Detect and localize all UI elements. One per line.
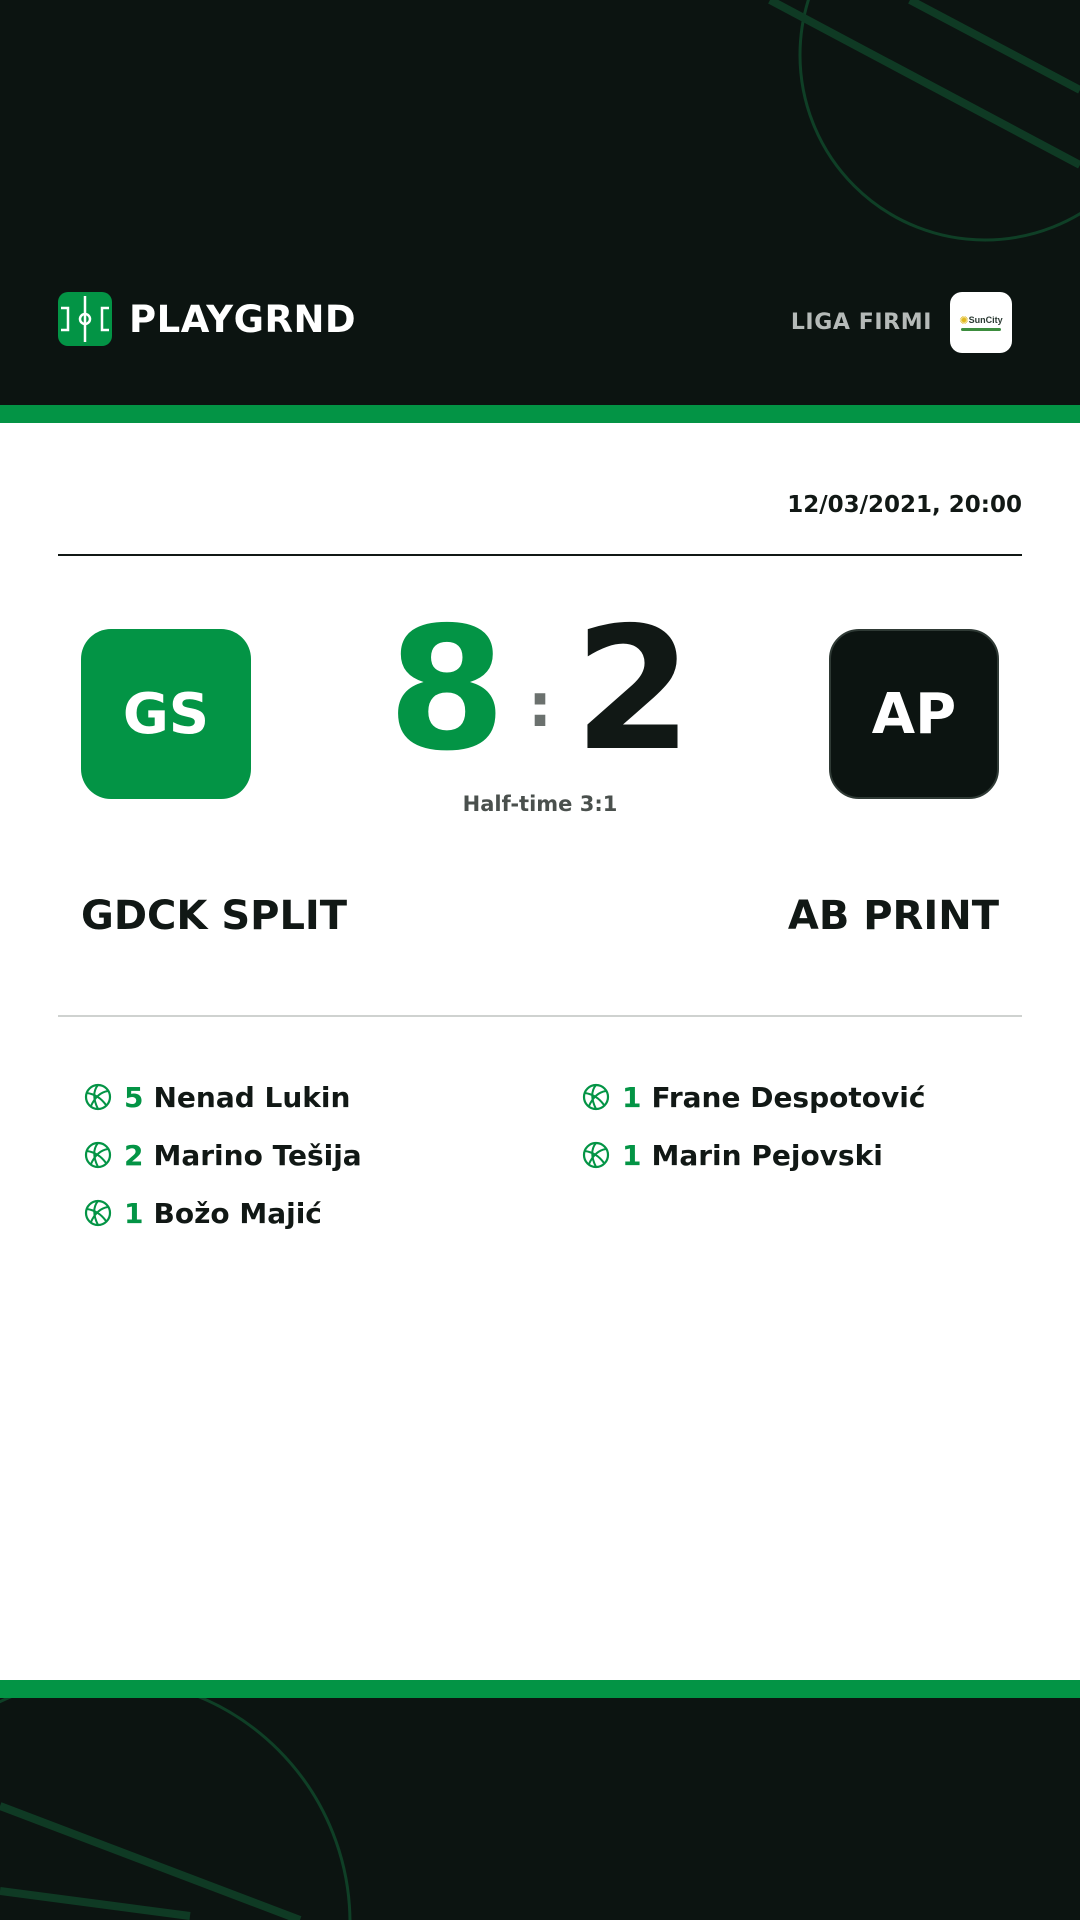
halftime-score: Half-time 3:1 bbox=[462, 792, 618, 816]
home-team-badge: GS bbox=[81, 629, 251, 799]
brand-name: PLAYGRND bbox=[129, 297, 357, 341]
home-scorers-list bbox=[84, 1068, 362, 1242]
scorer-row bbox=[84, 1068, 362, 1126]
away-score: 2 bbox=[574, 591, 693, 789]
accent-stripe-top bbox=[0, 405, 1080, 423]
away-team-name: AB PRINT bbox=[787, 893, 999, 939]
scorer-name: Nenad Lukin bbox=[153, 1080, 351, 1114]
ball-icon bbox=[84, 1199, 112, 1227]
scorer-row bbox=[582, 1068, 925, 1126]
scorer-goals: 1 bbox=[124, 1196, 144, 1230]
scorer-goals: 5 bbox=[124, 1080, 144, 1114]
ball-icon bbox=[84, 1083, 112, 1111]
away-scorers-list bbox=[582, 1068, 925, 1184]
scorer-goals: 1 bbox=[622, 1080, 642, 1114]
scorer-row bbox=[84, 1126, 362, 1184]
footer-band bbox=[0, 1698, 1080, 1920]
scorer-goals: 1 bbox=[622, 1138, 642, 1172]
scoreline bbox=[387, 591, 693, 789]
scorer-row bbox=[582, 1126, 925, 1184]
scorer-name: Marino Tešija bbox=[153, 1138, 362, 1172]
home-score: 8 bbox=[387, 591, 506, 789]
scorer-goals: 2 bbox=[124, 1138, 144, 1172]
sun-icon: ✺ bbox=[959, 313, 969, 327]
away-team-badge: AP bbox=[829, 629, 999, 799]
scorer-name: Božo Majić bbox=[153, 1196, 322, 1230]
accent-stripe-bottom bbox=[0, 1680, 1080, 1698]
pitch-lines-decoration bbox=[0, 1698, 1080, 1920]
score-separator: : bbox=[528, 671, 552, 741]
league-name: LIGA FIRMI bbox=[790, 310, 932, 335]
ball-icon bbox=[582, 1083, 610, 1111]
divider bbox=[58, 1015, 1022, 1017]
ball-icon bbox=[84, 1141, 112, 1169]
league bbox=[791, 292, 1012, 353]
header-band bbox=[0, 0, 1080, 405]
ball-icon bbox=[582, 1141, 610, 1169]
brand bbox=[58, 292, 356, 346]
scorer-row bbox=[84, 1184, 362, 1242]
scorer-name: Frane Despotović bbox=[651, 1080, 926, 1114]
sponsor-logo bbox=[950, 292, 1012, 353]
home-team-name: GDCK SPLIT bbox=[81, 893, 348, 939]
scorer-name: Marin Pejovski bbox=[651, 1138, 883, 1172]
sponsor-logo-swoosh bbox=[961, 328, 1001, 331]
football-pitch-icon bbox=[58, 292, 112, 346]
match-datetime: 12/03/2021, 20:00 bbox=[787, 492, 1022, 518]
divider bbox=[58, 554, 1022, 556]
sponsor-logo-text: SunCity bbox=[968, 314, 1003, 325]
